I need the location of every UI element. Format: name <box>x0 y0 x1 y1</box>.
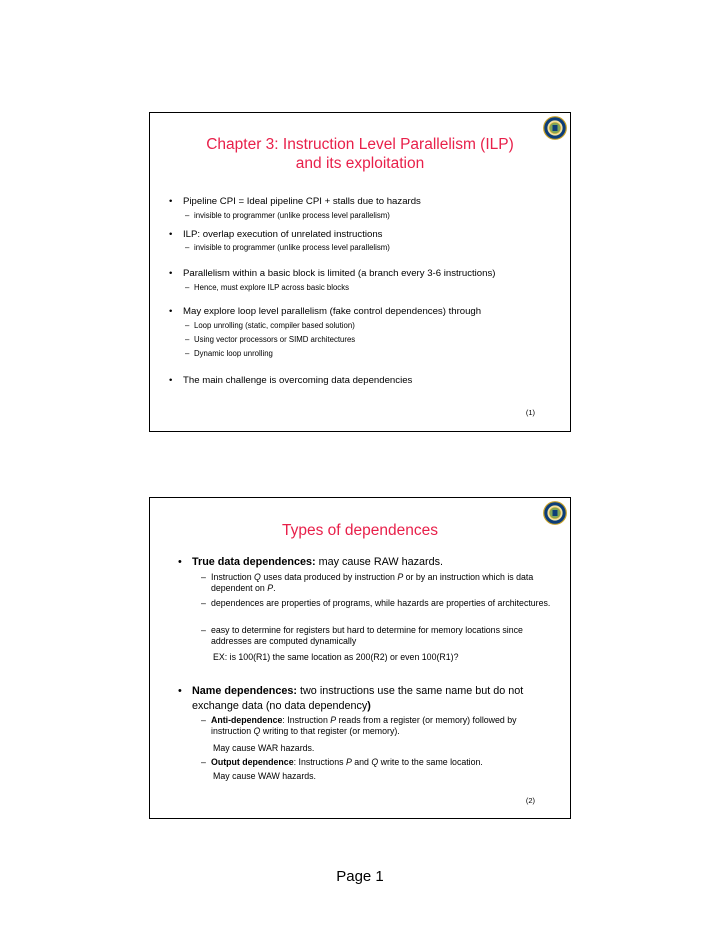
page-footer-label: Page 1 <box>336 868 384 885</box>
slide-2-war-note: May cause WAR hazards. <box>213 743 315 753</box>
slide-1-title <box>150 135 570 173</box>
slide-2-example: EX: is 100(R1) the same location as 200(R2) or even 100(R1)? <box>213 652 459 662</box>
slide-1-sub-2: – invisible to programmer (unlike process level parallelism) <box>185 243 390 252</box>
slide-2-waw-note: May cause WAW hazards. <box>213 771 316 781</box>
slide-2-sub-anti-dependence: – Anti-dependence: Instruction P reads from a register (or memory) followed by instruction Q writing to that register (or memory). <box>201 715 517 736</box>
slide-1-bullet-3: • Parallelism within a basic block is limited (a branch every 3-6 instructions) <box>169 268 496 279</box>
slide-2-bullet-true-data: • True data dependences: may cause RAW hazards. <box>178 556 444 568</box>
slide-1-bullet-2: • ILP: overlap execution of unrelated instructions <box>169 229 383 240</box>
slide-1-sub-4c: – Dynamic loop unrolling <box>185 349 273 358</box>
slide-1-sub-4a: – Loop unrolling (static, compiler based solution) <box>185 321 355 330</box>
slide-1-bullet-1: • Pipeline CPI = Ideal pipeline CPI + stalls due to hazards <box>169 196 421 207</box>
slide-1-title-line-1: Chapter 3: Instruction Level Parallelism (ILP) <box>206 136 514 153</box>
slide-1-sub-1: – invisible to programmer (unlike process level parallelism) <box>185 211 390 220</box>
slide-1-page-number: (1) <box>525 408 535 417</box>
slide-1-bullet-5: • The main challenge is overcoming data dependencies <box>169 375 413 386</box>
slide-1-bullet-4: • May explore loop level parallelism (fake control dependences) through <box>169 306 482 317</box>
slide-2-sub-instruction-q: – Instruction Q uses data produced by instruction P or by an instruction which is data dependent on P. <box>201 572 534 593</box>
slide-2-title: Types of dependences <box>282 522 438 539</box>
slide-1-title-line-2: and its exploitation <box>295 155 425 172</box>
slide-1-sub-3: – Hence, must explore ILP across basic blocks <box>185 283 349 292</box>
slide-1-sub-4b: – Using vector processors or SIMD architectures <box>185 335 356 344</box>
slide-2-sub-easy-to-determine: – easy to determine for registers but hard to determine for memory locations since addresses are computed dynamically <box>201 625 523 646</box>
slide-2-page-number: (2) <box>525 796 535 805</box>
slide-2 <box>149 497 571 819</box>
slide-2-sub-properties: – dependences are properties of programs, while hazards are properties of architectures. <box>201 598 551 608</box>
slide-2-bullet-name-dependences: • Name dependences: two instructions use the same name but do not exchange data (no data dependency) <box>178 685 524 712</box>
slide-1 <box>149 112 571 432</box>
slide-2-sub-output-dependence: – Output dependence: Instructions P and Q write to the same location. <box>201 757 483 767</box>
